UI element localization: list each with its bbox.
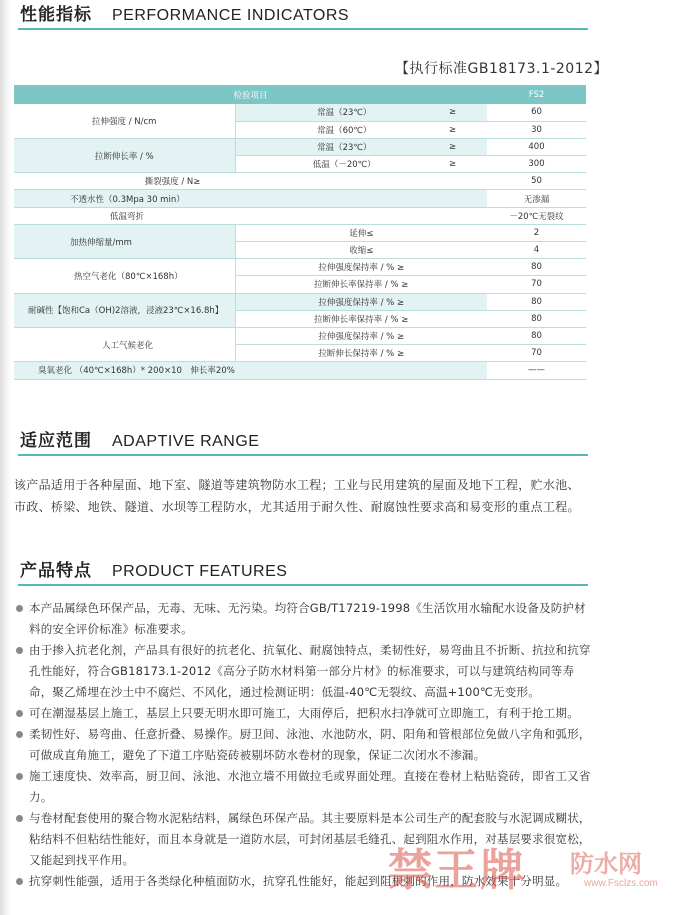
bullet-icon [16, 773, 23, 780]
row-value: 70 [487, 276, 586, 293]
performance-table [14, 85, 586, 380]
row-value: 300 [487, 156, 586, 173]
row-condition: 拉断伸长率保持率 / % ≥ [235, 310, 487, 327]
row-value: 80 [487, 259, 586, 276]
bullet-icon [16, 815, 23, 822]
row-label-elongation: 拉断伸长率 / % [14, 138, 235, 172]
bullet-icon [16, 647, 23, 654]
row-condition: 拉伸强度保持率 / % ≥ [235, 259, 487, 276]
list-item: 与卷材配套使用的聚合物水泥粘结料，属绿色环保产品。其主要原料是本公司生产的配套胶与水泥调成糊状，粘结料不但粘结性能好，而且本身就是一道防水层，可封闭基层毛缝孔、起到阻水作用，对基层要求很宽松，又能起到找平作用。 [14, 808, 594, 871]
row-condition: 收缩≤ [235, 242, 487, 259]
list-item: 施工速度快、效率高，厨卫间、泳池、水池立墙不用做拉毛或界面处理。直接在卷材上粘贴瓷砖，即省工又省力。 [14, 766, 594, 808]
row-label-weathering: 人工气候老化 [14, 327, 235, 361]
performance-heading-en: PERFORMANCE INDICATORS [112, 7, 350, 24]
row-label-ozone: 臭氧老化 （40℃×168h）* 200×10 伸长率20% [14, 362, 487, 379]
table-row [14, 207, 586, 224]
performance-section-heading [18, 4, 588, 30]
range-heading-en: ADAPTIVE RANGE [112, 433, 260, 450]
row-value: 70 [487, 345, 586, 362]
row-label-cold: 低温弯折 [14, 207, 487, 224]
row-value: －20℃无裂纹 [487, 207, 586, 224]
table-row [14, 138, 586, 155]
row-condition: 低温（－20℃） ≥ [235, 156, 487, 173]
list-item: 本产品属绿色环保产品，无毒、无味、无污染。均符合GB/T17219-1998《生活饮用水输配水设备及防护材料的安全评价标准》标准要求。 [14, 598, 594, 640]
row-condition: 拉伸强度保持率 / % ≥ [235, 293, 487, 310]
row-value: 60 [487, 104, 586, 121]
row-condition: 常温（23℃） ≥ [235, 138, 487, 155]
table-header-row [14, 85, 586, 104]
bullet-icon [16, 605, 23, 612]
watermark-url: www.Fsclzs.com [584, 878, 658, 889]
row-condition: 拉断伸长率保持率 / % ≥ [235, 276, 487, 293]
table-row [14, 104, 586, 121]
row-label-water: 不透水性（0.3Mpa 30 min） [14, 190, 487, 207]
row-value: 30 [487, 121, 586, 138]
list-item: 抗穿刺性能强，适用于各类绿化种植面防水，抗穿孔性能好，能起到阻根刺的作用，防水效果十分明显。 [14, 871, 594, 892]
row-condition: 常温（60℃） ≥ [235, 121, 487, 138]
list-item: 由于掺入抗老化剂，产品具有很好的抗老化、抗氧化、耐腐蚀特点，柔韧性好，易弯曲且不折断、抗拉和抗穿孔性能好，符合GB18173.1-2012《高分子防水材料第一部分片材》的标准要求，可以与建筑结构同等寿命，聚乙烯埋在沙土中不腐烂、不风化，通过检测证明：低温-40℃无裂纹、高温+100℃无变形。 [14, 640, 594, 703]
bullet-icon [16, 878, 23, 885]
table-row [14, 293, 586, 310]
list-item: 柔韧性好、易弯曲、任意折叠、易操作。厨卫间、泳池、水池防水，阴、阳角和管根部位免做八字角和弧形，可做成直角施工，避免了下道工序贴瓷砖被剔坏防水卷材的现象，保证二次闭水不渗漏。 [14, 724, 594, 766]
table-row [14, 173, 586, 190]
watermark-sub: 防水网 [570, 850, 642, 878]
features-section-heading [18, 560, 588, 586]
list-item: 可在潮湿基层上施工，基层上只要无明水即可施工，大雨停后，把积水扫净就可立即施工，有利于抢工期。 [14, 703, 594, 724]
row-condition: 常温（23℃） ≥ [235, 104, 487, 121]
row-value: 80 [487, 293, 586, 310]
row-value: 2 [487, 224, 586, 241]
watermark-logo [388, 830, 698, 910]
range-section-heading [18, 430, 588, 456]
range-heading-cn: 适应范围 [20, 431, 92, 451]
execution-standard: 【执行标准GB18173.1-2012】 [395, 61, 609, 77]
performance-heading-cn: 性能指标 [20, 5, 92, 25]
row-value: 400 [487, 138, 586, 155]
row-value: —— [487, 362, 586, 379]
row-condition: 延伸≤ [235, 224, 487, 241]
header-item: 检验项目 [14, 85, 487, 104]
row-condition: 拉伸强度保持率 / % ≥ [235, 327, 487, 344]
table-row [14, 190, 586, 207]
row-value: 4 [487, 242, 586, 259]
row-label-tear: 撕裂强度 / N≥ [14, 173, 487, 190]
table-row [14, 259, 586, 276]
row-value: 50 [487, 173, 586, 190]
features-heading-cn: 产品特点 [20, 561, 92, 581]
features-heading-en: PRODUCT FEATURES [112, 563, 288, 580]
row-label-alkali: 耐碱性【饱和Ca（OH)2溶液，浸液23℃×16.8h】 [14, 293, 235, 327]
row-label-air-aging: 热空气老化（80℃×168h） [14, 259, 235, 293]
watermark-brand: 禁王牌 [388, 845, 526, 896]
range-description: 该产品适用于各种屋面、地下室、隧道等建筑物防水工程；工业与民用建筑的屋面及地下工程，贮水池、市政、桥梁、地铁、隧道、水坝等工程防水，尤其适用于耐久性、耐腐蚀性要求高和易变形的重点工程。 [14, 478, 580, 514]
row-condition: 拉断伸长保持率 / % ≥ [235, 345, 487, 362]
row-value: 80 [487, 327, 586, 344]
row-value: 无渗漏 [487, 190, 586, 207]
table-row [14, 362, 586, 379]
row-label-tensile: 拉伸强度 / N/cm [14, 104, 235, 138]
bullet-icon [16, 731, 23, 738]
table-row [14, 224, 586, 241]
header-value: FS2 [487, 85, 586, 104]
bullet-icon [16, 710, 23, 717]
left-edge-shade [0, 0, 12, 915]
row-value: 80 [487, 310, 586, 327]
table-row [14, 327, 586, 344]
row-label-heat: 加热伸缩量/mm [14, 224, 235, 258]
